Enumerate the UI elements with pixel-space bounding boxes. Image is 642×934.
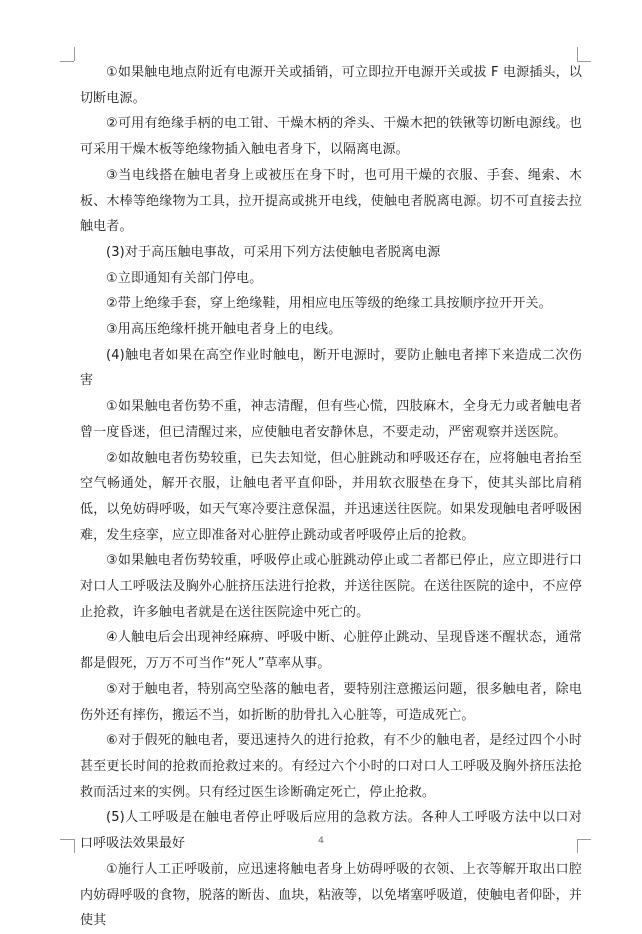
paragraph: ②如故触电者伤势较重，已失去知觉，但心脏跳动和呼吸还存在，应将触电者抬至空气畅通处，解开衣服，让触电者平直仰卧，并用软衣服垫在身下，使其头部比肩稍低，以免妨碍呼吸，如天气寒冷要注意保温，并迅速送往医院。如果发现触电者呼吸困难，发生痉挛，应立即准备对心脏停止跳动或者呼吸停止后的抢救。 — [80, 450, 582, 543]
paragraph: (5)人工呼吸是在触电者停止呼吸后应用的急救方法。各种人工呼吸方法中以口对口呼吸法效果最好 — [80, 810, 582, 852]
paragraph: (4)触电者如果在高空作业时触电，断开电源时，要防止触电者摔下来造成二次伤害 — [80, 347, 582, 389]
paragraph: (3)对于高压触电事故，可采用下列方法使触电者脱离电源 — [106, 244, 441, 260]
paragraph: ⑥对于假死的触电者，要迅速持久的进行抢救，有不少的触电者，是经过四个小时甚至更长时间的抢救而抢救过来的。有经过六个小时的口对口人工呼吸及胸外挤压法抢救而活过来的实例。只有经过医生诊断确定死亡，停止抢救。 — [80, 733, 582, 800]
crop-mark — [60, 61, 74, 62]
paragraph: ①如果触电者伤势不重，神志清醒，但有些心慌，四肢麻木，全身无力或者触电者曾一度昏迷，但已清醒过来，应使触电者安静休息，不要走动，严密观察并送医院。 — [80, 399, 582, 440]
paragraph: ①如果触电地点附近有电源开关或插销，可立即拉开电源开关或拔 F 电源插头，以切断电源。 — [80, 65, 582, 106]
paragraph: ①施行人工正呼吸前，应迅速将触电者身上妨碍呼吸的衣领、上衣等解开取出口腔内妨碍呼吸的食物，脱落的断齿、血块，粘液等，以免堵塞呼吸道，使触电者仰卧，并使其 — [80, 861, 582, 929]
document-body — [80, 60, 582, 934]
paragraph: ③如果触电者伤势较重，呼吸停止或心脏跳动停止或二者都已停止，应立即进行口对口人工呼吸法及胸外心脏挤压法进行抢救，并送往医院。在送往医院的途中，不应停止抢救，许多触电者就是在送往医院途中死亡的。 — [80, 553, 582, 620]
paragraph: ②带上绝缘手套，穿上绝缘鞋，用相应电压等级的绝缘工具按顺序拉开开关。 — [106, 296, 552, 312]
paragraph: ⑤对于触电者，特别高空坠落的触电者，要特别注意搬运问题，很多触电者，除电伤外还有摔伤，搬运不当，如折断的肋骨扎入心脏等，可造成死亡。 — [80, 681, 582, 723]
paragraph: ③用高压绝缘杆挑开触电者身上的电线。 — [106, 322, 342, 338]
crop-mark — [74, 47, 75, 61]
paragraph: ①立即通知有关部门停电。 — [106, 270, 263, 286]
paragraph: ④人触电后会出现神经麻痹、呼吸中断、心脏停止跳动、呈现昏迷不醒状态，通常都是假死，万万不可当作“死人”草率从事。 — [80, 630, 582, 672]
paragraph: ③当电线搭在触电者身上或被压在身下时，也可用干燥的衣服、手套、绳索、木板、木棒等绝缘物为工具，拉开提高或挑开电线，使触电者脱离电源。切不可直接去拉触电者。 — [80, 167, 582, 235]
crop-mark — [577, 47, 578, 61]
page-number: 4 — [318, 836, 324, 846]
paragraph: ②可用有绝缘手柄的电工钳、干燥木柄的斧头、干燥木把的铁锹等切断电源线。也可采用干燥木板等绝缘物插入触电者身下，以隔离电源。 — [80, 116, 582, 158]
